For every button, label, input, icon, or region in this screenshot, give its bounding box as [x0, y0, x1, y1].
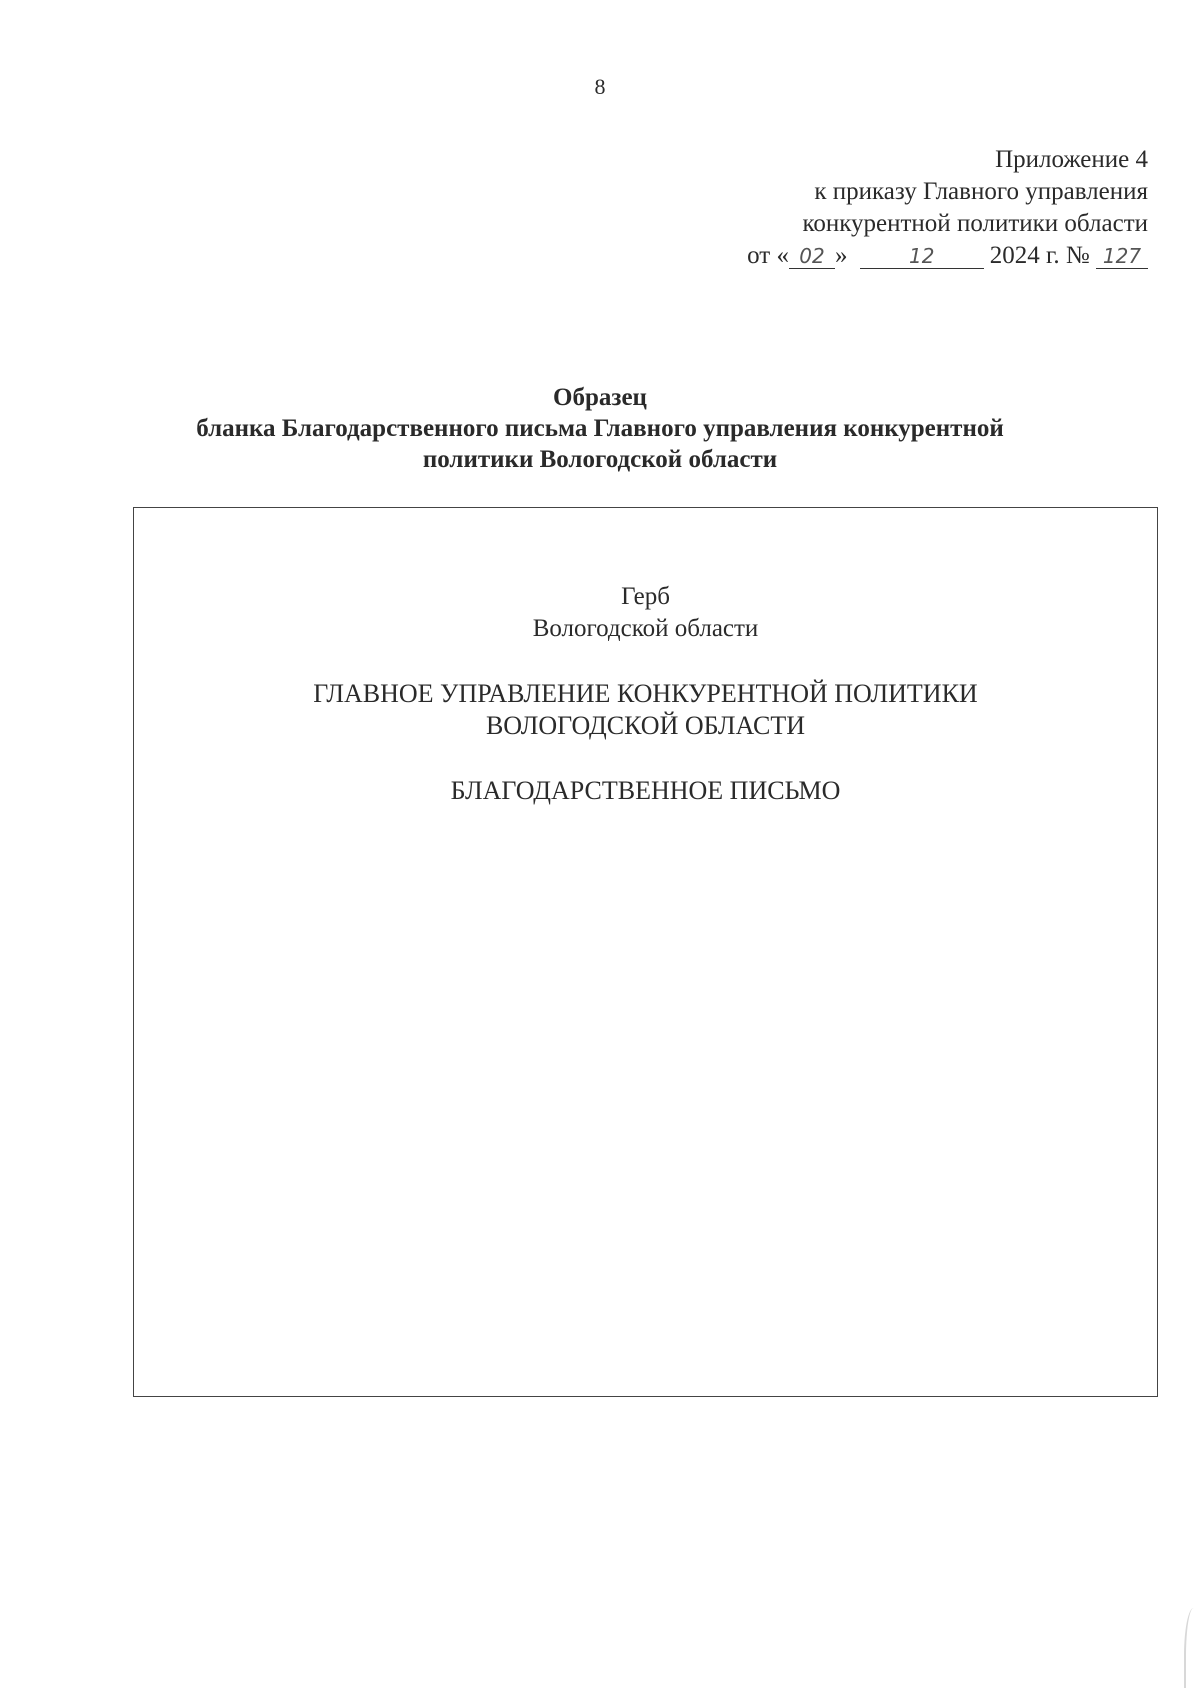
emblem-line-2: Вологодской области — [532, 615, 759, 642]
scan-edge-mark — [1184, 1608, 1200, 1688]
emblem-line-1: Герб — [621, 583, 670, 610]
letter-form-sample — [133, 507, 1158, 1397]
coat-of-arms-placeholder — [134, 581, 1157, 645]
appendix-date-line — [628, 240, 1148, 272]
title-line-2: бланка Благодарственного письма Главного управления конкурентной — [196, 415, 1004, 442]
title-line-1: Образец — [553, 384, 647, 411]
title-line-3: политики Вологодской области — [422, 446, 778, 473]
appendix-title: Приложение 4 — [995, 146, 1148, 173]
appendix-order-ref: к приказу Главного управления — [814, 178, 1148, 205]
date-mid: » — [834, 242, 848, 269]
date-year: 2024 г. № — [989, 242, 1090, 269]
organization-name — [134, 678, 1157, 742]
page-number: 8 — [594, 74, 606, 99]
document-title — [0, 382, 1200, 475]
handwritten-month: 12 — [860, 244, 984, 269]
org-line-2: ВОЛОГОДСКОЙ ОБЛАСТИ — [485, 711, 806, 740]
org-line-1: ГЛАВНОЕ УПРАВЛЕНИЕ КОНКУРЕНТНОЙ ПОЛИТИКИ — [313, 679, 978, 708]
appendix-header — [628, 144, 1148, 272]
date-prefix: от « — [747, 242, 789, 269]
letter-type-heading: БЛАГОДАРСТВЕННОЕ ПИСЬМО — [450, 776, 841, 805]
handwritten-day: 02 — [789, 244, 835, 269]
handwritten-order-number: 127 — [1096, 244, 1148, 269]
appendix-department: конкурентной политики области — [802, 210, 1148, 237]
